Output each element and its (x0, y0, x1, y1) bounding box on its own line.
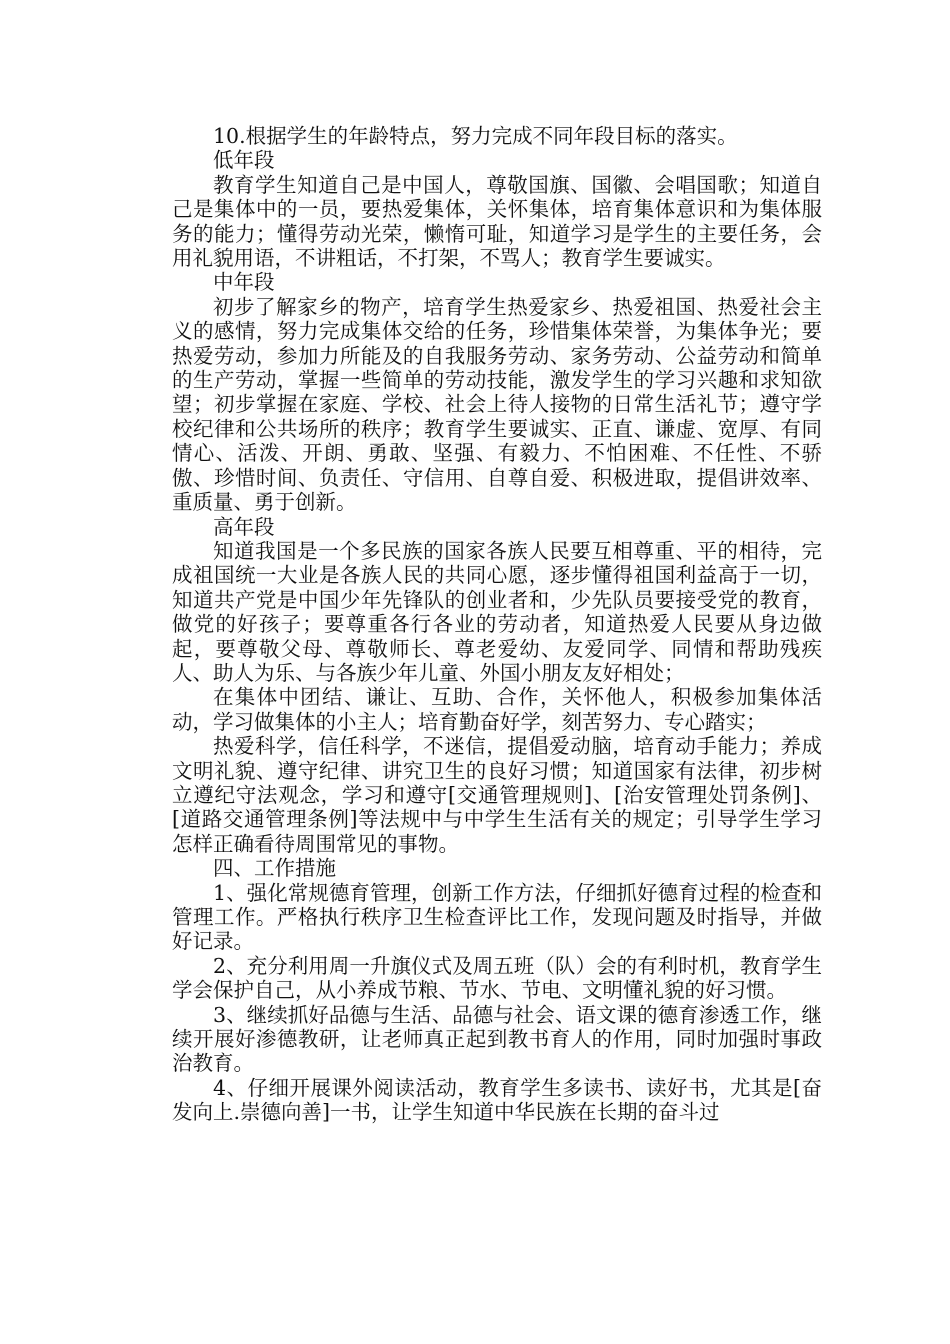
measure-1-paragraph: 1、强化常规德育管理，创新工作方法，仔细抓好德育过程的检查和管理工作。严格执行秩序卫生检查评比工作，发现问题及时指导，并做好记录。 (172, 880, 822, 954)
measure-3-paragraph: 3、继续抓好品德与生活、品德与社会、语文课的德育渗透工作，继续开展好渗德教研，让老师真正起到教书育人的作用，同时加强时事政治教育。 (172, 1002, 822, 1076)
low-grade-paragraph: 教育学生知道自己是中国人，尊敬国旗、国徽、会唱国歌；知道自己是集体中的一员，要热爱集体，关怀集体，培育集体意识和为集体服务的能力；懂得劳动光荣，懒惰可耻，知道学习是学生的主要任务，会用礼貌用语，不讲粗话，不打架，不骂人；教育学生要诚实。 (172, 172, 822, 271)
measure-4-paragraph: 4、仔细开展课外阅读活动，教育学生多读书、读好书，尤其是[奋发向上.崇德向善]一书，让学生知道中华民族在长期的奋斗过 (172, 1075, 822, 1125)
high-grade-paragraph-1: 知道我国是一个多民族的国家各族人民要互相尊重、平的相待，完成祖国统一大业是各族人民的共同心愿，逐步懂得祖国利益高于一切，知道共产党是中国少年先锋队的创业者和，少先队员要接受党的教育，做党的好孩子；要尊重各行各业的劳动者，知道热爱人民要从身边做起，要尊敬父母、尊敬师长、尊老爱幼、友爱同学、同情和帮助残疾人、助人为乐、与各族少年儿童、外国小朋友友好相处； (172, 538, 822, 685)
high-grade-heading: 高年段 (213, 514, 275, 539)
high-grade-paragraph-2: 在集体中团结、谦让、互助、合作，关怀他人，积极参加集体活动，学习做集体的小主人；培育勤奋好学，刻苦努力、专心踏实； (172, 685, 822, 734)
high-grade-paragraph-3: 热爱科学，信任科学，不迷信，提倡爱动脑，培育动手能力；养成文明礼貌、遵守纪律、讲究卫生的良好习惯；知道国家有法律，初步树立遵纪守法观念，学习和遵守[交通管理规则]、[治安管理处罚条例]、[道路交通管理条例]等法规中与中学生生活有关的规定；引导学生学习怎样正确看待周围常见的事物。 (172, 734, 822, 856)
section-4-heading: 四、工作措施 (213, 856, 336, 881)
measure-2-paragraph: 2、充分利用周一升旗仪式及周五班（队）会的有利时机，教育学生学会保护自己，从小养成节粮、节水、节电、文明懂礼貌的好习惯。 (172, 953, 822, 1003)
mid-grade-paragraph: 初步了解家乡的物产，培育学生热爱家乡、热爱祖国、热爱社会主义的感情，努力完成集体交给的任务，珍惜集体荣誉，为集体争光；要热爱劳动，参加力所能及的自我服务劳动、家务劳动、公益劳动和简单的生产劳动，掌握一些简单的劳动技能，激发学生的学习兴趣和求知欲望；初步掌握在家庭、学校、社会上待人接物的日常生活礼节；遵守学校纪律和公共场所的秩序；教育学生要诚实、正直、谦虚、宽厚、有同情心、活泼、开朗、勇敢、坚强、有毅力、不怕困难、不任性、不骄傲、珍惜时间、负责任、守信用、自尊自爱、积极进取，提倡讲效率、重质量、勇于创新。 (172, 294, 822, 515)
intro-paragraph: 10.根据学生的年龄特点，努力完成不同年段目标的落实。 (213, 124, 738, 148)
mid-grade-heading: 中年段 (213, 270, 275, 295)
low-grade-heading: 低年段 (213, 148, 275, 173)
document-body (172, 124, 822, 1125)
